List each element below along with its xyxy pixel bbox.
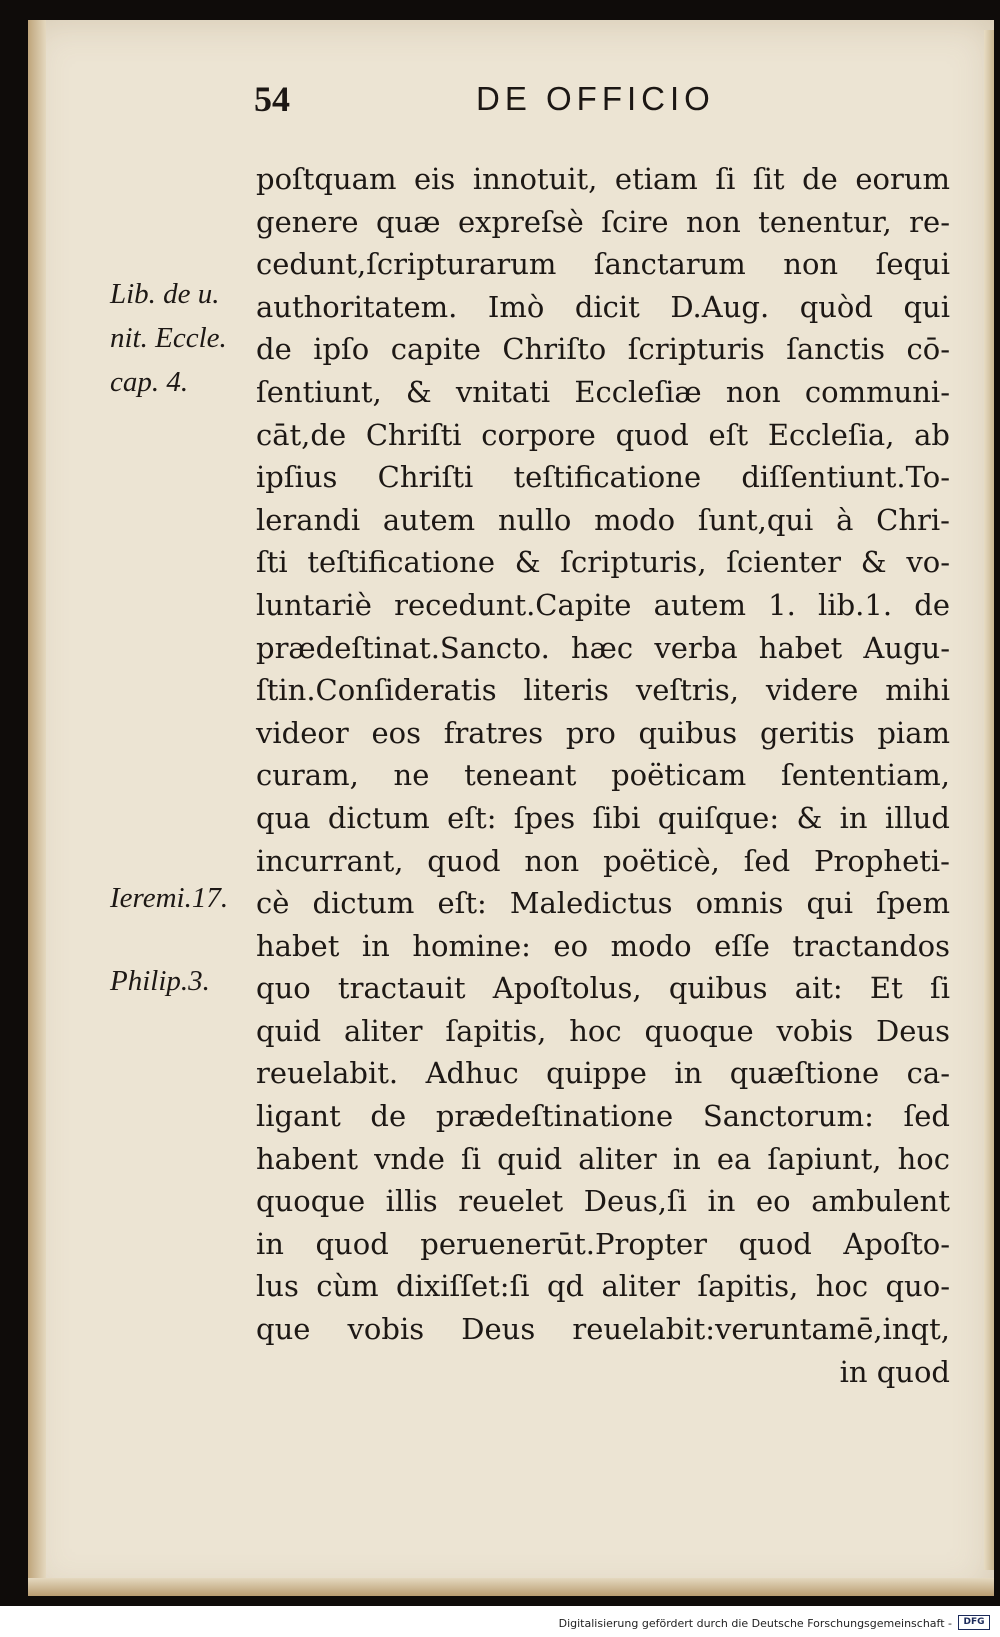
text-line: prædeſtinat.Sancto. hæc verba habet Augu- [256, 630, 950, 665]
body-text [256, 158, 950, 1393]
text-line: reuelabit. Adhuc quippe in quæſtione ca- [256, 1056, 950, 1091]
margin-note-lib [110, 272, 227, 404]
text-line: habent vnde ſi quid aliter in ea ſapiunt, hoc [256, 1141, 950, 1176]
margin-note-philippians: Philip.3. [110, 965, 210, 997]
page-edge-bottom [28, 1578, 994, 1596]
text-line: cè dictum eſt: Maledictus omnis qui ſpem [256, 886, 950, 921]
text-line: ſentiunt, & vnitati Eccleſiæ non communi- [256, 374, 950, 409]
margin-note-lib-line: cap. 4. [110, 366, 189, 398]
text-line: cedunt,ſcripturarum ſanctarum non ſequi [256, 247, 950, 282]
text-line: genere quæ expreſsè ſcire non tenentur, re- [256, 204, 950, 239]
text-line: videor eos fratres pro quibus geritis piam [256, 715, 950, 750]
text-line: de ipſo capite Chriſto ſcripturis ſanctis cō- [256, 332, 950, 367]
text-line: incurrant, quod non poëticè, ſed Propheti- [256, 843, 950, 878]
text-line: ipſius Chriſti teſtificatione diſſentiunt.To- [256, 460, 950, 495]
text-line: lerandi autem nullo modo ſunt,qui à Chri- [256, 502, 950, 537]
digitization-credit: Digitalisierung gefördert durch die Deutsche Forschungsgemeinschaft - [558, 1617, 952, 1630]
text-line: habet in homine: eo modo eſſe tractandos [256, 928, 950, 963]
text-line: poſtquam eis innotuit, etiam ſi ſit de eorum [256, 162, 950, 196]
text-line: ſti teſtificatione & ſcripturis, ſcienter & vo- [256, 545, 950, 580]
page-gutter [28, 20, 46, 1596]
text-line: in quod peruenerūt.Propter quod Apoſto- [256, 1226, 950, 1261]
footer-bar [0, 1606, 1000, 1637]
running-title: DE OFFICIO [476, 80, 715, 117]
text-line: quoque illis reuelet Deus,ſi in eo ambulent [256, 1184, 950, 1219]
margin-note-lib-line: Lib. de u. [110, 278, 220, 310]
text-line: quid aliter ſapitis, hoc quoque vobis Deus [256, 1013, 950, 1048]
margin-note-lib-line: nit. Eccle. [110, 322, 227, 354]
margin-note-jeremiah: Ieremi.17. [110, 882, 229, 914]
text-line: quo tractauit Apoſtolus, quibus ait: Et ſi [256, 971, 950, 1006]
text-line: luntariè recedunt.Capite autem 1. lib.1. de [256, 587, 950, 622]
page-header [254, 78, 724, 128]
text-line: qua dictum eſt: ſpes ſibi quiſque: & in illud [256, 800, 950, 835]
text-line: lus cùm dixiſſet:ſi qd aliter ſapitis, hoc quo- [256, 1269, 950, 1304]
dfg-logo: DFG [958, 1615, 990, 1630]
text-line: cāt,de Chriſti corpore quod eſt Eccleſia, ab [256, 417, 950, 452]
text-line: ligant de prædeſtinatione Sanctorum: ſed [256, 1099, 950, 1134]
page-edge-right [984, 30, 994, 1570]
text-line: que vobis Deus reuelabit:veruntamē,inqt, [256, 1312, 950, 1347]
text-line: curam, ne teneant poëticam ſententiam, [256, 758, 950, 793]
page-number: 54 [254, 79, 290, 119]
text-line: ſtin.Conſideratis literis veſtris, videre mihi [256, 673, 950, 708]
text-line: authoritatem. Imò dicit D.Aug. quòd qui [256, 289, 950, 324]
catchword: in quod [839, 1354, 950, 1389]
